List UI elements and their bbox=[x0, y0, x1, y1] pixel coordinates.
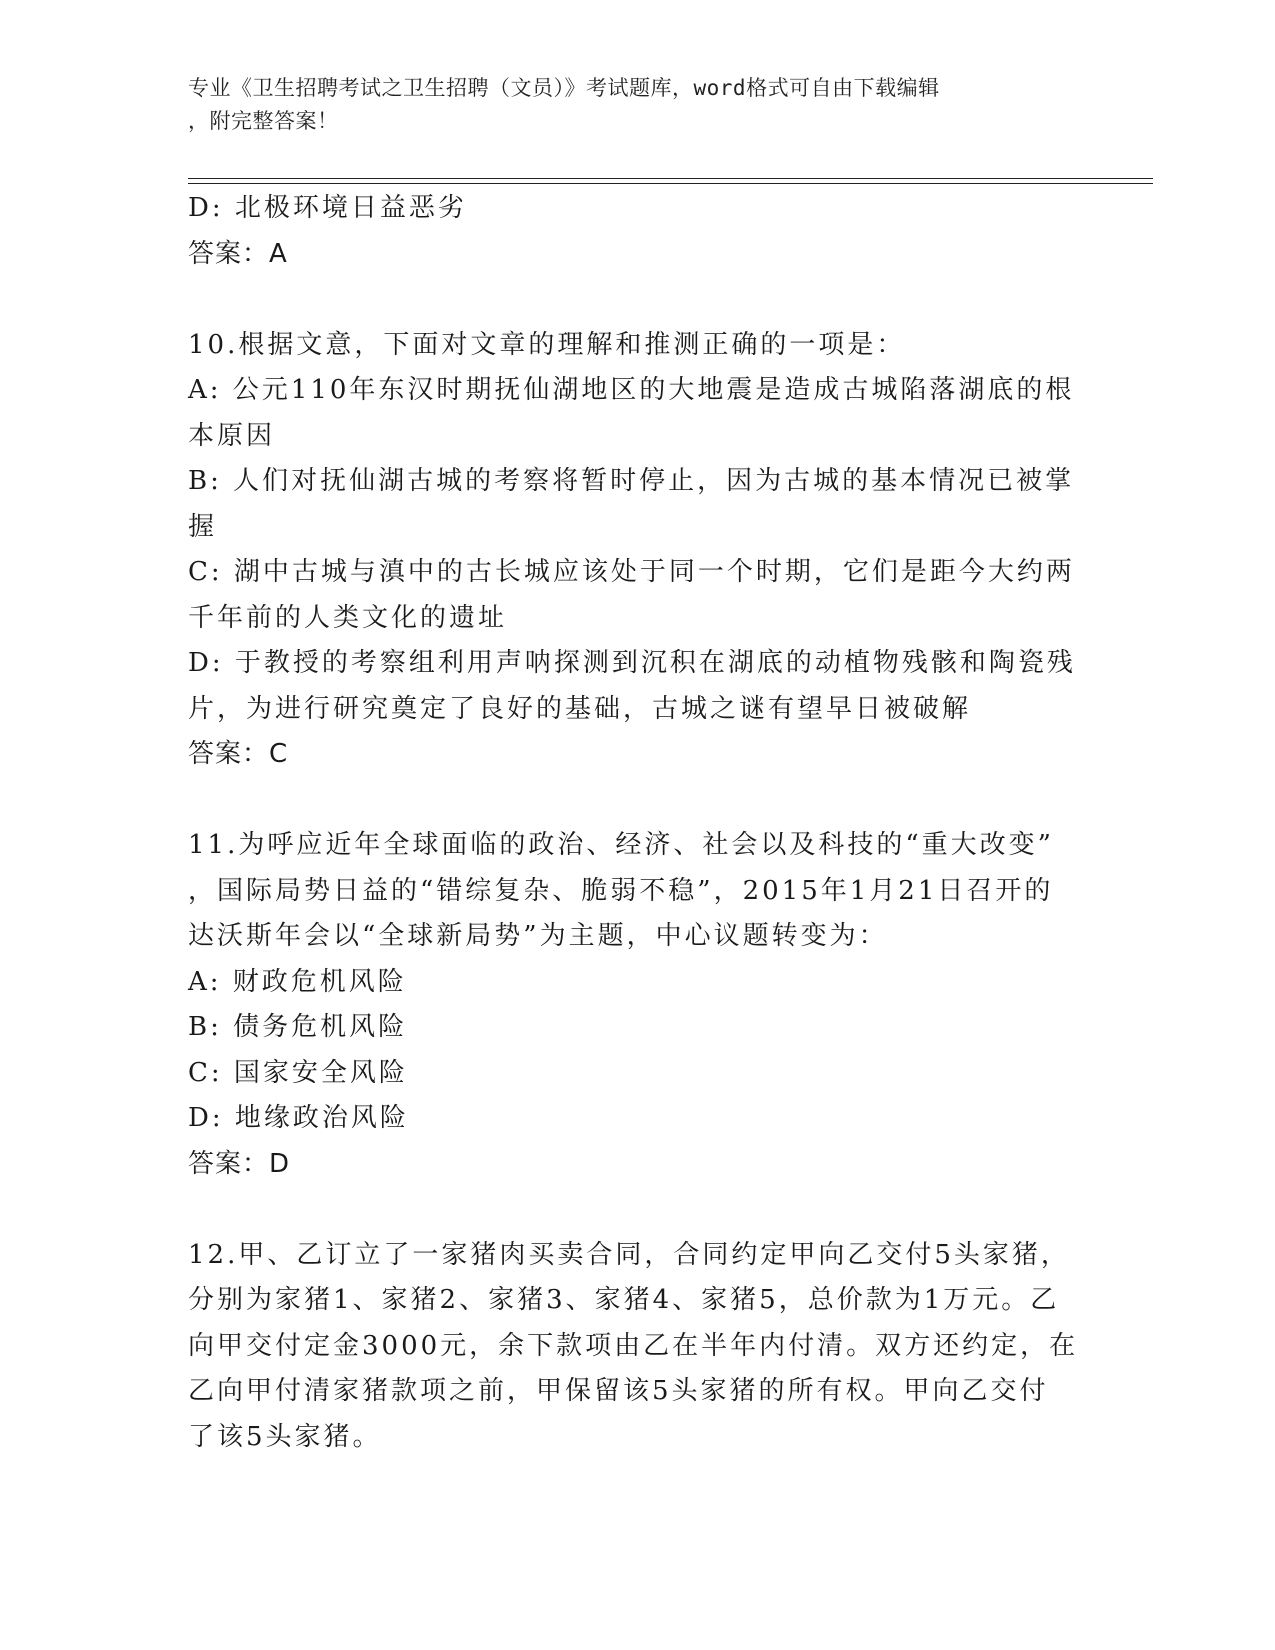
header-divider-top bbox=[188, 178, 1153, 179]
spacer bbox=[188, 1187, 1088, 1233]
q11-stem-line-3: 达沃斯年会以“全球新局势”为主题，中心议题转变为： bbox=[188, 921, 888, 951]
q10-option-d-line-2: 片，为进行研究奠定了良好的基础，古城之谜有望早日被破解 bbox=[188, 693, 972, 724]
q11-option-d: D: 地缘政治风险 bbox=[188, 1103, 409, 1133]
q11-stem-line-2: ，国际局势日益的“错综复杂、脆弱不稳”，2015年1月21日召开的 bbox=[188, 875, 1054, 906]
question-11 bbox=[188, 823, 1088, 1187]
q11-option-c: C: 国家安全风险 bbox=[188, 1057, 408, 1088]
q12-stem-line-3: 向甲交付定金3000元，余下款项由乙在半年内付清。双方还约定，在 bbox=[188, 1330, 1079, 1361]
question-10 bbox=[188, 323, 1088, 778]
q10-option-b-line-2: 握 bbox=[188, 511, 218, 542]
q11-option-b: B: 债务危机风险 bbox=[188, 1012, 408, 1042]
q12-stem-line-5: 了该5头家猪。 bbox=[188, 1421, 382, 1452]
q10-option-b-line-1: B: 人们对抚仙湖古城的考察将暂时停止，因为古城的基本情况已被掌 bbox=[188, 466, 1075, 496]
q12-stem-line-2: 分别为家猪1、家猪2、家猪3、家猪4、家猪5，总价款为1万元。乙 bbox=[188, 1285, 1060, 1315]
document-body bbox=[188, 186, 1088, 1460]
q10-option-a-line-2: 本原因 bbox=[188, 420, 276, 451]
q10-option-a-line-1: A: 公元110年东汉时期抚仙湖地区的大地震是造成古城陷落湖底的根 bbox=[188, 375, 1075, 405]
question-12 bbox=[188, 1233, 1088, 1461]
q10-answer: 答案：C bbox=[188, 739, 289, 769]
q12-stem-line-1: 12.甲、乙订立了一家猪肉买卖合同，合同约定甲向乙交付5头家猪， bbox=[188, 1239, 1070, 1270]
header-line-1: 专业《卫生招聘考试之卫生招聘（文员）》考试题库，word格式可自由下载编辑 bbox=[188, 76, 940, 100]
q10-option-c-line-1: C: 湖中古城与滇中的古长城应该处于同一个时期，它们是距今大约两 bbox=[188, 557, 1075, 587]
q9-option-d: D: 北极环境日益恶劣 bbox=[188, 193, 467, 223]
q10-option-c-line-2: 千年前的人类文化的遗址 bbox=[188, 602, 508, 633]
q9-answer: 答案：A bbox=[188, 238, 288, 269]
header-divider-bottom bbox=[188, 183, 1153, 184]
q10-stem: 10.根据文意，下面对文章的理解和推测正确的一项是： bbox=[188, 329, 906, 360]
spacer bbox=[188, 778, 1088, 824]
header-line-2: ，附完整答案！ bbox=[188, 109, 339, 133]
q11-answer: 答案：D bbox=[188, 1148, 291, 1179]
q11-option-a: A: 财政危机风险 bbox=[188, 966, 407, 997]
question-9-tail bbox=[188, 186, 1088, 277]
spacer bbox=[188, 277, 1088, 323]
q12-stem-line-4: 乙向甲付清家猪款项之前，甲保留该5头家猪的所有权。甲向乙交付 bbox=[188, 1376, 1049, 1406]
document-header bbox=[188, 72, 1068, 138]
q11-stem-line-1: 11.为呼应近年全球面临的政治、经济、社会以及科技的“重大改变” bbox=[188, 830, 1054, 860]
q10-option-d-line-1: D: 于教授的考察组利用声呐探测到沉积在湖底的动植物残骸和陶瓷残 bbox=[188, 648, 1076, 678]
